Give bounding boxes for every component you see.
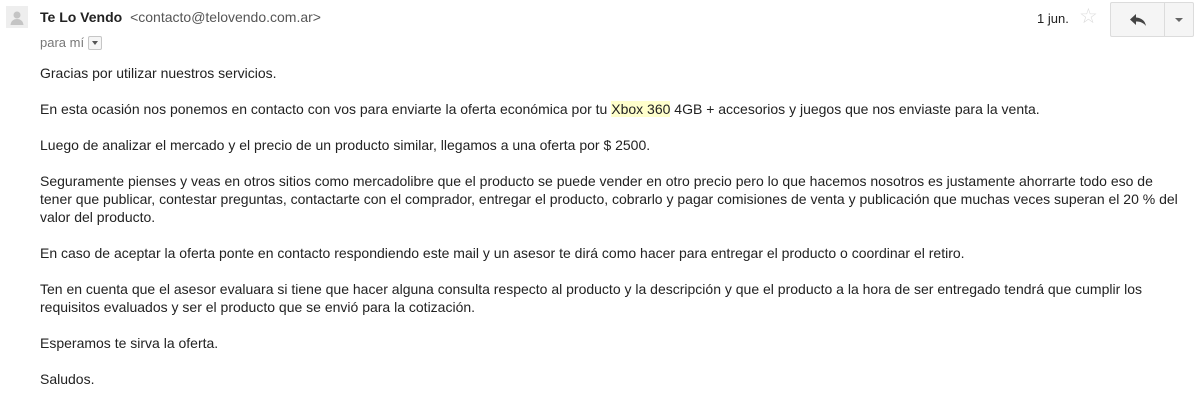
star-icon[interactable]: ☆ (1079, 5, 1098, 28)
body-paragraph-8: Saludos. (40, 371, 95, 387)
details-dropdown-button[interactable] (88, 36, 102, 50)
body-paragraph-7: Esperamos te sirva la oferta. (40, 335, 219, 351)
body-paragraph-4: Seguramente pienses y veas en otros sitios como mercadolibre que el producto se puede vender en otro precio pero lo que hacemos nosotros es justamente ahorrarte todo eso de tener que publicar, contestar preguntas, contactarte con el comprador, entregar el producto, cobrarlo y pagar comisiones de venta y publicación que muchas veces superan el 20 % del valor del producto. (40, 173, 1178, 225)
message-header (0, 0, 1200, 60)
highlighted-product-link[interactable]: Xbox 360 (611, 101, 671, 117)
reply-button-group (1110, 2, 1194, 37)
body-paragraph-2 (40, 100, 1180, 118)
body-paragraph-6: Ten en cuenta que el asesor evaluara si tiene que hacer alguna consulta respecto al producto y la descripción y que el producto a la hora de ser entregado tendrá que cumplir los requisitos evaluados y ser el producto que se envió para la cotización. (40, 281, 1143, 315)
reply-button[interactable] (1110, 2, 1165, 37)
body-text: En esta ocasión nos ponemos en contacto con vos para enviarte la oferta económica por tu (40, 101, 612, 117)
message-body (40, 64, 1180, 400)
body-text: 4GB + accesorios y juegos que nos enviaste para la venta. (670, 101, 1040, 117)
reply-icon (1129, 13, 1147, 27)
message-date[interactable]: 1 jun. (1037, 11, 1069, 26)
avatar (6, 6, 28, 28)
body-paragraph-5: En caso de aceptar la oferta ponte en contacto respondiendo este mail y un asesor te dirá como hacer para entregar el producto o coordinar el retiro. (40, 245, 965, 261)
body-paragraph-3: Luego de analizar el mercado y el precio de un producto similar, llegamos a una oferta por $ 2500. (40, 137, 651, 153)
default-avatar-icon (6, 6, 28, 28)
more-options-button[interactable] (1165, 2, 1194, 37)
recipient-line (40, 35, 102, 50)
sender-name[interactable]: Te Lo Vendo (40, 9, 123, 25)
sender-email: <contacto@telovendo.com.ar> (130, 9, 321, 25)
sender-line (40, 9, 321, 25)
chevron-down-icon (1175, 18, 1183, 22)
body-paragraph-1: Gracias por utilizar nuestros servicios. (40, 65, 277, 81)
recipient-label: para mí (40, 35, 85, 50)
